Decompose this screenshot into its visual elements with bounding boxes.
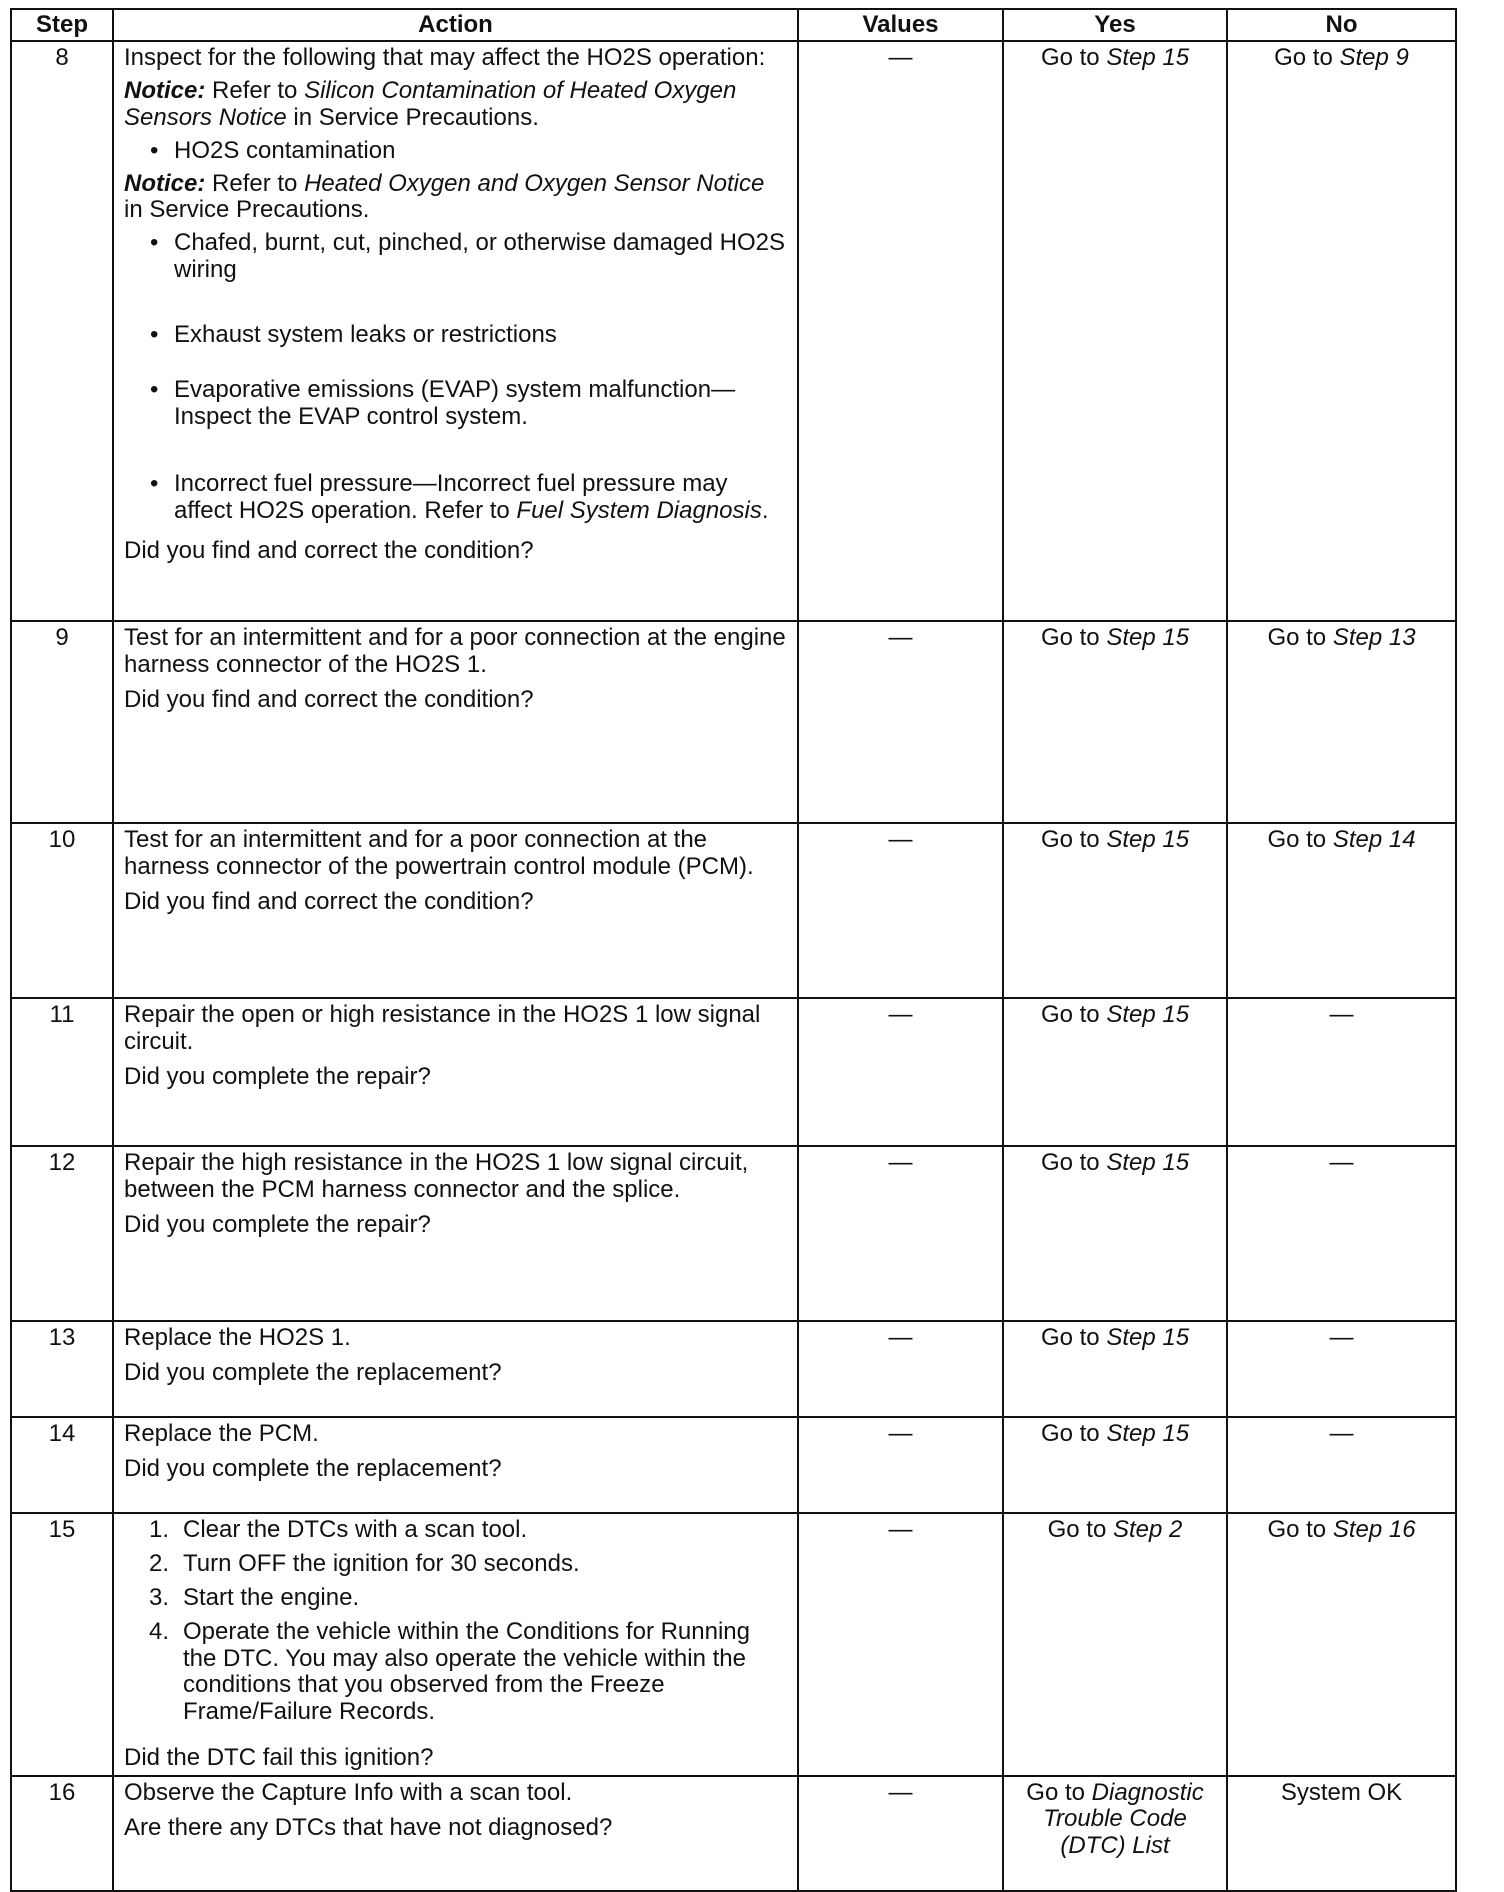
list-item: • Exhaust system leaks or restrictions <box>150 322 787 349</box>
empty-value-dash: — <box>1329 1420 1354 1447</box>
action-text: Repair the open or high resistance in the HO2S 1 low signal circuit. <box>124 1001 761 1055</box>
no-cell <box>1227 1513 1456 1776</box>
list-item: 2. Turn OFF the ignition for 30 seconds. <box>149 1549 580 1577</box>
go-to-link[interactable]: Go to Step 14 <box>1267 826 1416 853</box>
notice-text: Refer to <box>212 169 298 197</box>
yes-cell <box>1003 621 1227 823</box>
step-number: 13 <box>11 1321 113 1417</box>
action-question: Did you find and correct the condition? <box>124 685 534 713</box>
bullet-list <box>124 230 787 524</box>
numbered-list <box>124 1517 787 1733</box>
step-number: 9 <box>11 621 113 823</box>
step-number: 16 <box>11 1776 113 1891</box>
notice-paragraph <box>124 78 787 132</box>
header-action: Action <box>113 9 798 41</box>
empty-value-dash: — <box>888 44 913 71</box>
empty-value-dash: — <box>1329 1001 1354 1028</box>
diagnostic-table <box>10 8 1457 1892</box>
no-cell <box>1227 1417 1456 1513</box>
notice-text: Refer to <box>212 76 298 104</box>
table-header-row <box>11 9 1456 41</box>
table-row-step-15 <box>11 1513 1456 1776</box>
go-to-link[interactable]: Go to Step 2 <box>1047 1516 1183 1543</box>
values-cell <box>798 1321 1003 1417</box>
table-row-step-8 <box>11 41 1456 621</box>
table-row-step-9 <box>11 621 1456 823</box>
action-cell <box>113 823 798 998</box>
action-text: Replace the PCM. <box>124 1420 319 1447</box>
list-item: 3. Start the engine. <box>149 1583 360 1611</box>
list-item <box>150 471 787 525</box>
yes-cell <box>1003 1776 1227 1891</box>
yes-cell <box>1003 41 1227 621</box>
list-item: 1. Clear the DTCs with a scan tool. <box>149 1516 528 1543</box>
values-cell <box>798 621 1003 823</box>
yes-cell <box>1003 1146 1227 1321</box>
no-cell <box>1227 1146 1456 1321</box>
action-cell <box>113 1513 798 1776</box>
yes-cell <box>1003 1417 1227 1513</box>
empty-value-dash: — <box>888 1516 913 1543</box>
empty-value-dash: — <box>1329 1324 1354 1351</box>
notice-paragraph <box>124 171 787 225</box>
action-text: Observe the Capture Info with a scan tool. <box>124 1779 573 1806</box>
empty-value-dash: — <box>888 1149 913 1176</box>
list-item: 4. Operate the vehicle within the Conditions for Running the DTC. You may also operate the vehicle within the conditions that you observed from the Freeze Frame/Failure Records. <box>149 1617 750 1726</box>
empty-value-dash: — <box>888 1324 913 1351</box>
no-cell <box>1227 1321 1456 1417</box>
action-cell <box>113 1776 798 1891</box>
go-to-link[interactable]: Go to Step 15 <box>1040 624 1190 651</box>
notice-text: in Service Precautions. <box>124 196 370 224</box>
values-cell <box>798 1776 1003 1891</box>
no-cell <box>1227 998 1456 1146</box>
action-question: Did you find and correct the condition? <box>124 887 534 915</box>
no-cell <box>1227 41 1456 621</box>
go-to-link[interactable]: Go to Step 15 <box>1040 44 1190 71</box>
action-question: Did you complete the repair? <box>124 1062 431 1090</box>
list-item: • Chafed, burnt, cut, pinched, or otherwise damaged HO2S wiring <box>150 230 787 284</box>
go-to-link[interactable]: Go to Step 15 <box>1040 1324 1190 1351</box>
action-question: Did you complete the repair? <box>124 1210 431 1238</box>
header-step: Step <box>11 9 113 41</box>
action-text: Test for an intermittent and for a poor connection at the harness connector of the powertrain control module (PCM). <box>124 826 754 880</box>
notice-label: Notice: <box>124 169 206 197</box>
action-cell <box>113 41 798 621</box>
go-to-link[interactable]: Go to Step 15 <box>1040 826 1190 853</box>
action-question: Did you complete the replacement? <box>124 1454 502 1482</box>
go-to-link[interactable]: Go to Step 15 <box>1040 1420 1190 1447</box>
values-cell <box>798 1513 1003 1776</box>
yes-cell <box>1003 998 1227 1146</box>
action-question: Did you find and correct the condition? <box>124 537 534 565</box>
step-number: 11 <box>11 998 113 1146</box>
list-item-text: . <box>761 496 769 524</box>
yes-cell <box>1003 1321 1227 1417</box>
fuel-system-diagnosis-link[interactable]: Fuel System Diagnosis <box>516 496 762 524</box>
values-cell <box>798 998 1003 1146</box>
action-question: Did you complete the replacement? <box>124 1358 502 1386</box>
table-row-step-12 <box>11 1146 1456 1321</box>
table-row-step-13 <box>11 1321 1456 1417</box>
action-question: Did the DTC fail this ignition? <box>124 1744 434 1772</box>
action-text: Replace the HO2S 1. <box>124 1324 351 1351</box>
table-row-step-14 <box>11 1417 1456 1513</box>
table-row-step-11 <box>11 998 1456 1146</box>
empty-value-dash: — <box>888 1779 913 1806</box>
step-number: 14 <box>11 1417 113 1513</box>
empty-value-dash: — <box>888 1001 913 1028</box>
notice-reference-link[interactable]: Heated Oxygen and Oxygen Sensor Notice <box>304 169 765 197</box>
action-cell <box>113 621 798 823</box>
action-cell <box>113 1417 798 1513</box>
go-to-link[interactable]: Go to Step 13 <box>1267 624 1416 651</box>
step-number: 8 <box>11 41 113 621</box>
no-cell <box>1227 823 1456 998</box>
step-number: 12 <box>11 1146 113 1321</box>
yes-cell <box>1003 823 1227 998</box>
go-to-link[interactable]: Go to Step 15 <box>1040 1149 1190 1176</box>
empty-value-dash: — <box>888 624 913 651</box>
values-cell <box>798 1146 1003 1321</box>
notice-reference-link[interactable]: Silicon Contamination of Heated Oxygen Sensors Notice <box>124 76 737 131</box>
action-cell <box>113 998 798 1146</box>
list-item-text: Incorrect fuel pressure—Incorrect fuel pressure may affect HO2S operation. Refer to <box>174 469 728 524</box>
step-number: 15 <box>11 1513 113 1776</box>
go-to-link[interactable]: Go to Step 9 <box>1274 44 1409 71</box>
list-item: • HO2S contamination <box>150 138 787 165</box>
go-to-link[interactable]: Go to Diagnostic Trouble Code (DTC) List <box>1026 1779 1204 1859</box>
values-cell <box>798 823 1003 998</box>
empty-value-dash: — <box>888 1420 913 1447</box>
action-intro: Inspect for the following that may affect the HO2S operation: <box>124 44 766 71</box>
header-no: No <box>1227 9 1456 41</box>
values-cell <box>798 41 1003 621</box>
action-question: Are there any DTCs that have not diagnosed? <box>124 1813 613 1841</box>
list-item: • Evaporative emissions (EVAP) system malfunction—Inspect the EVAP control system. <box>150 377 787 431</box>
bullet-list <box>124 138 787 165</box>
go-to-link[interactable]: Go to Step 16 <box>1267 1516 1416 1543</box>
table-row-step-10 <box>11 823 1456 998</box>
system-ok-result: System OK <box>1280 1779 1403 1806</box>
values-cell <box>798 1417 1003 1513</box>
action-cell <box>113 1321 798 1417</box>
action-text: Test for an intermittent and for a poor connection at the engine harness connector of the HO2S 1. <box>124 624 786 678</box>
yes-cell <box>1003 1513 1227 1776</box>
empty-value-dash: — <box>1329 1149 1354 1176</box>
empty-value-dash: — <box>888 826 913 853</box>
no-cell <box>1227 1776 1456 1891</box>
step-number: 10 <box>11 823 113 998</box>
table-row-step-16 <box>11 1776 1456 1891</box>
header-yes: Yes <box>1003 9 1227 41</box>
no-cell <box>1227 621 1456 823</box>
header-values: Values <box>798 9 1003 41</box>
action-text: Repair the high resistance in the HO2S 1 low signal circuit, between the PCM harness connector and the splice. <box>124 1149 749 1203</box>
notice-label: Notice: <box>124 76 206 104</box>
notice-text: in Service Precautions. <box>293 103 539 131</box>
go-to-link[interactable]: Go to Step 15 <box>1040 1001 1190 1028</box>
action-cell <box>113 1146 798 1321</box>
